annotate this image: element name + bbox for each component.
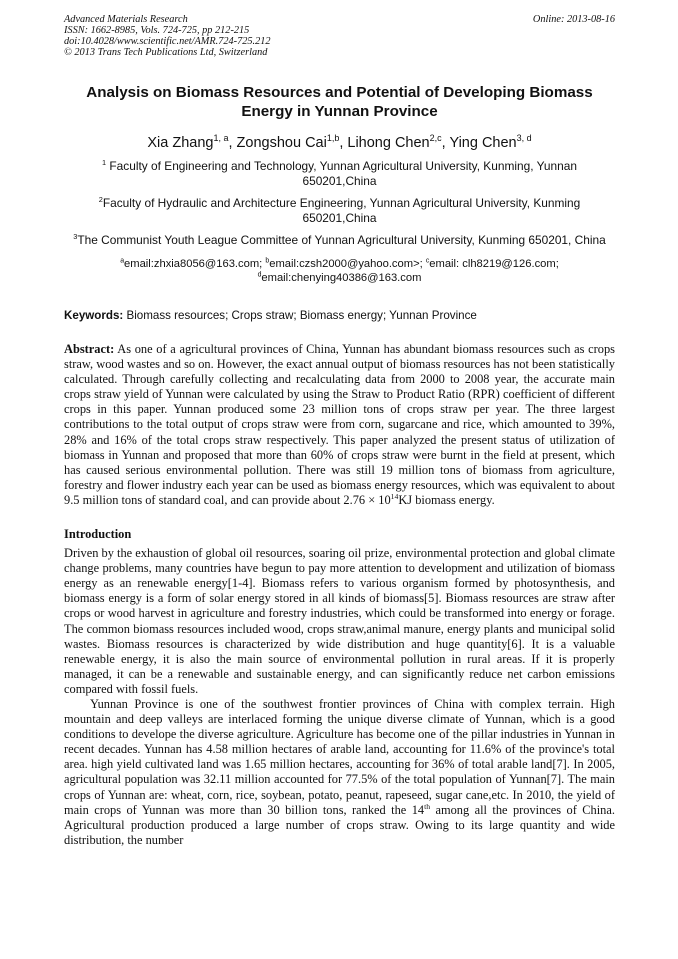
abstract-text: As one of a agricultural provinces of China, Yunnan has abundant biomass resources such as crops straw, wood wastes and so on. However, the exact annual output of biomass resources has not been statistically calculated. Through carefully collecting and recalculating data from 2000 to 2008 year, the accurate main crops straw yield of Yunnan were calculated by using the Straw to Product Ratio (RPR) coefficient of different crops in this paper. Yunnan produced some 23 million tons of crops straw per year. The three largest contributions to the total output of crops straw were from corn, sugarcane and rice, which amounted to 39%, 28% and 16% of the total crops straw respectively. This paper analyzed the present status of utilization of biomass in Yunnan and proposed that more than 60% of crops straw were burnt in the field at present, which has caused serious environmental pollution. There was still 19 million tons of biomass from agriculture, forestry and flower industry each year can be used as biomass energy resources, which was equivalent to about 9.5 million tons of standard coal, and can provide about 2.76 × 10 — [64, 342, 615, 507]
email-b[interactable]: email:czsh2000@yahoo.com>; — [269, 258, 426, 270]
journal-name: Advanced Materials Research — [64, 14, 188, 25]
online-date: Online: 2013-08-16 — [532, 14, 615, 25]
keywords — [64, 309, 615, 322]
email-mark: d — [257, 271, 262, 279]
affiliation-mark: 2 — [98, 195, 103, 205]
affiliation-text: Faculty of Engineering and Technology, Yunnan Agricultural University, Kunming, Yunnan 650201,China — [106, 159, 577, 188]
affiliation-mark: 3 — [73, 232, 78, 242]
email-mark: c — [425, 257, 430, 265]
author-affil-mark: 2,c — [429, 133, 442, 144]
author-emails — [64, 257, 615, 285]
paper-title: Analysis on Biomass Resources and Potential of Developing Biomass Energy in Yunnan Province — [86, 84, 593, 120]
author-name: Lihong Chen — [347, 135, 430, 151]
keywords-text: Biomass resources; Crops straw; Biomass energy; Yunnan Province — [123, 309, 477, 322]
email-mark: a — [120, 257, 125, 265]
email-mark: b — [265, 257, 270, 265]
abstract-exponent: 14 — [390, 491, 399, 501]
author-separator: , — [339, 135, 348, 151]
affiliation-1 — [64, 159, 615, 189]
paragraph-text-end: among all the provinces of China. Agricultural production produced a large number of crops straw. Owing to its large quantity and wide distribution, the number — [64, 802, 615, 847]
author-name: Ying Chen — [449, 135, 517, 151]
author-name: Xia Zhang — [147, 135, 214, 151]
journal-issn: ISSN: 1662-8985, Vols. 724-725, pp 212-215 — [64, 25, 250, 36]
keywords-label: Keywords: — [64, 309, 124, 322]
author-separator: , — [441, 135, 450, 151]
affiliation-text: Faculty of Hydraulic and Architecture Engineering, Yunnan Agricultural University, Kunming 650201,China — [102, 196, 581, 225]
ordinal-suffix: th — [424, 801, 431, 811]
abstract — [64, 342, 615, 508]
author-list — [64, 134, 615, 152]
introduction-heading: Introduction — [64, 527, 132, 542]
affiliation-3 — [64, 233, 615, 248]
email-d[interactable]: email:chenying40386@163.com — [261, 272, 422, 284]
email-c[interactable]: email: clh8219@126.com; — [429, 258, 559, 270]
affiliation-text: The Communist Youth League Committee of Yunnan Agricultural University, Kunming 650201, China — [77, 233, 606, 247]
author-name: Zongshou Cai — [236, 135, 327, 151]
journal-copyright: © 2013 Trans Tech Publications Ltd, Switzerland — [64, 47, 268, 58]
journal-info — [64, 14, 271, 58]
introduction-paragraph-2 — [64, 697, 615, 848]
journal-header — [64, 14, 615, 58]
journal-doi[interactable]: doi:10.4028/www.scientific.net/AMR.724-725.212 — [64, 36, 271, 47]
author-affil-mark: 3, d — [516, 133, 532, 144]
author-affil-mark: 1,b — [326, 133, 340, 144]
affiliation-mark: 1 — [102, 158, 107, 168]
abstract-text-end: KJ biomass energy. — [398, 492, 495, 507]
author-separator: , — [228, 135, 237, 151]
introduction-paragraph-1: Driven by the exhaustion of global oil resources, soaring oil prize, environmental protection and global climate change problems, many countries have begun to pay more attention to development and utilization of biomass energy as an renewable energy[1-4]. Biomass refers to various organism formed by photosynthesis, and biomass energy is a form of solar energy stored in all kinds of biomass[5]. Biomass resources are straw after crops or wood harvest in agriculture and forestry industries, which could be transformed into energy or forage. The common biomass resources included wood, crops straw,animal manure, energy plants and municipal solid wastes. Biomass resources is characterized by wide distribution and huge quantity[6]. It is a valuable renewable energy, it is also the main source of environmental pollution in rural areas. If it is properly managed, it can be a renewable and sustainable energy, and can significantly reduce net carbon emissions compared with fossil fuels. — [64, 546, 615, 696]
paragraph-text: Yunnan Province is one of the southwest frontier provinces of China with complex terrain. High mountain and deep valleys are interlaced forming the unique diverse climate of Yunnan, which is a good conditions to develope the diverse agriculture. Agriculture has become one of the pillar industries in Yunnan in recent decades. Yunnan has 4.58 million hectares of arable land, accounting for 11.6% of the province's total area. high yield cultivated land was 1.65 million hectares, accounting for 36% of total arable land[7]. In 2005, agricultural population was 32.11 million accounted for 77.5% of the total population of Yunnan[7]. The main crops of Yunnan are: wheat, corn, rice, soybean, potato, peanut, rapeseed, sugar cane,etc. In 2010, the yield of main crops of Yunnan was more than 30 billion tons, ranked the 14 — [64, 696, 615, 817]
affiliation-2 — [64, 196, 615, 226]
author-affil-mark: 1, a — [213, 133, 229, 144]
abstract-label: Abstract: — [64, 342, 115, 356]
email-a[interactable]: email:zhxia8056@163.com; — [124, 258, 266, 270]
